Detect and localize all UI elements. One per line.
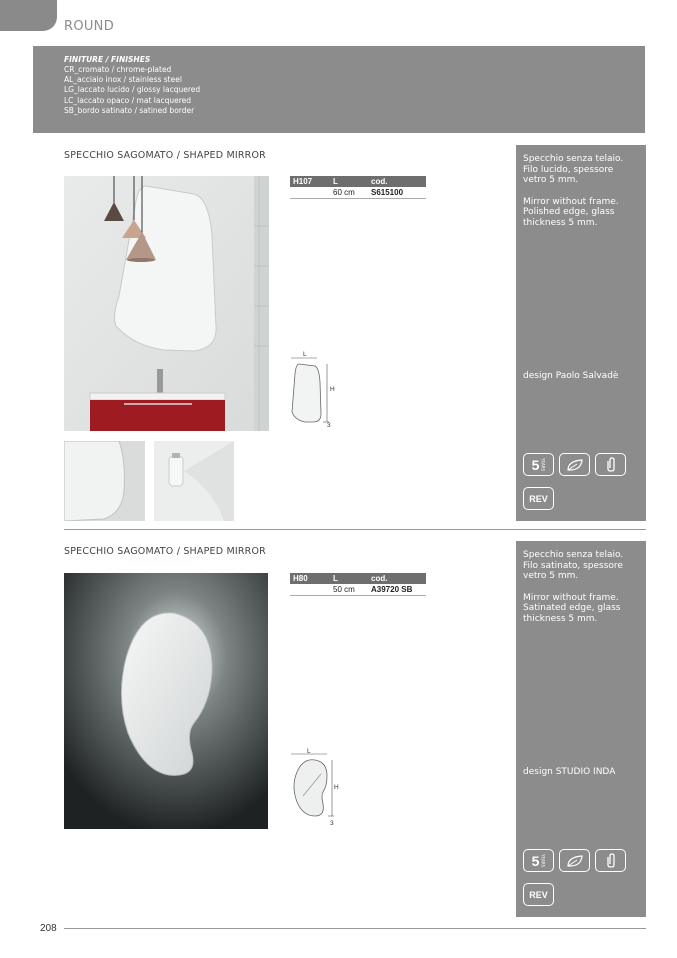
paperclip-icon [595, 849, 626, 872]
spec-l-header: L [333, 177, 338, 186]
spec-length: 60 cm [333, 188, 355, 197]
spec-height: H107 [293, 177, 313, 186]
dim-depth-label: 3 [330, 820, 334, 827]
product-1-description-panel [516, 145, 646, 521]
paperclip-icon [595, 453, 626, 476]
rev-icon: REV [523, 883, 554, 906]
product-1-detail-photo-2 [154, 441, 234, 521]
footer-divider [64, 928, 646, 929]
desc-it-line: vetro 5 mm. [523, 571, 579, 581]
finishes-panel [33, 46, 645, 133]
desc-en-line: thickness 5 mm. [523, 613, 598, 624]
desc-it-line: vetro 5 mm. [523, 175, 579, 185]
spec-code: A39720 SB [371, 585, 413, 594]
product-1-designer: design Paolo Salvadè [523, 371, 619, 381]
finishes-title: FINITURE / FINISHES [64, 55, 151, 64]
rev-icon: REV [523, 487, 554, 510]
product-1-main-photo [64, 176, 269, 431]
finish-item: SB_bordo satinato / satined border [64, 105, 195, 115]
desc-en-line: thickness 5 mm. [523, 217, 598, 228]
desc-it-line: Filo lucido, spessore [523, 164, 614, 175]
product-1-dimension-drawing [285, 352, 345, 432]
desc-en-line: Polished edge, glass [523, 207, 615, 217]
spec-l-header: L [333, 574, 338, 583]
finish-item: AL_acciaio inox / stainless steel [64, 75, 182, 85]
desc-it-line: Filo satinato, spessore [523, 560, 623, 571]
spec-length: 50 cm [333, 585, 355, 594]
spec-cod-header: cod. [371, 574, 388, 583]
dim-h-label: H [330, 386, 335, 393]
spec-height: H80 [293, 574, 308, 583]
product-1-spec-table [290, 176, 426, 199]
desc-it-line: Specchio senza telaio. [523, 550, 624, 560]
corner-tab [0, 0, 57, 31]
desc-it-line: Specchio senza telaio. [523, 154, 624, 164]
dim-l-label: L [303, 351, 307, 358]
desc-en-line: Satinated edge, glass [523, 603, 621, 613]
spec-code: S615100 [371, 188, 404, 197]
finish-item: LC_laccato opaco / mat lacquered [64, 95, 192, 105]
dim-h-label: H [334, 784, 339, 791]
product-1-title: SPECCHIO SAGOMATO / SHAPED MIRROR [64, 150, 266, 161]
product-2-spec-table [290, 573, 426, 596]
page-number: 208 [40, 923, 57, 934]
product-2-description-panel [516, 541, 646, 917]
product-2-title: SPECCHIO SAGOMATO / SHAPED MIRROR [64, 546, 266, 557]
desc-en-line: Mirror without frame. [523, 592, 619, 603]
section-title: ROUND [64, 19, 115, 34]
section-divider [64, 529, 646, 530]
product-2-designer: design STUDIO INDA [523, 767, 616, 777]
dim-depth-label: 3 [327, 422, 331, 429]
finish-item: LG_laccato lucido / glossy lacquered [64, 85, 201, 95]
warranty-5-years-icon: 5 YEARS [523, 849, 554, 872]
finish-item: CR_cromato / chrome-plated [64, 65, 172, 74]
product-1-detail-photo-1 [64, 441, 145, 521]
spec-cod-header: cod. [371, 177, 388, 186]
warranty-5-years-icon: 5 YEARS [523, 453, 554, 476]
dim-l-label: L [307, 748, 311, 755]
desc-en-line: Mirror without frame. [523, 196, 619, 207]
eco-leaf-icon [559, 453, 590, 476]
eco-leaf-icon [559, 849, 590, 872]
product-2-main-photo [64, 573, 268, 829]
